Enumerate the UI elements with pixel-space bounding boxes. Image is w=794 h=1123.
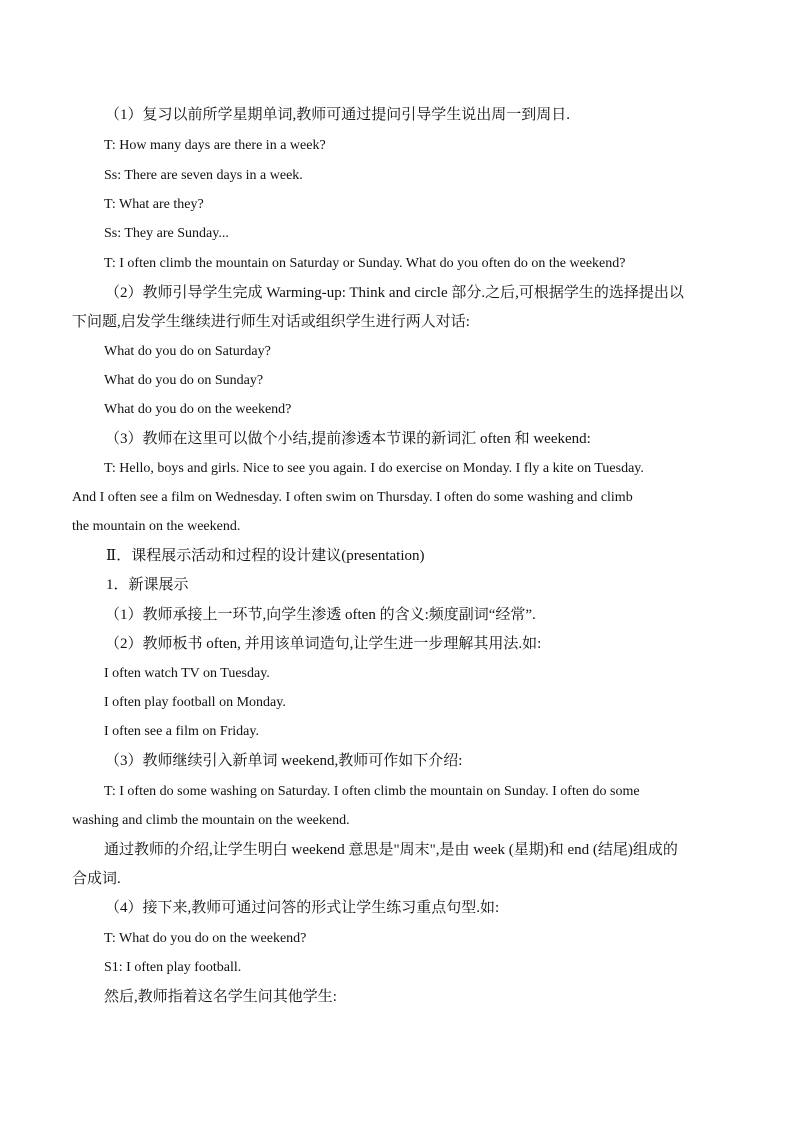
dialogue-line: the mountain on the weekend. — [72, 519, 241, 534]
example-sentence: I often play football on Monday. — [104, 695, 286, 710]
dialogue-line: washing and climb the mountain on the weekend. — [72, 813, 350, 828]
paragraph-weekend-intro: （3）教师继续引入新单词 weekend,教师可作如下介绍: — [105, 753, 463, 769]
dialogue-line: T: What are they? — [104, 197, 204, 212]
paragraph-warming-up: （2）教师引导学生完成 Warming-up: Think and circle 部分.之后,可根据学生的选择提出以 — [105, 285, 684, 301]
dialogue-line: T: What do you do on the weekend? — [104, 931, 307, 946]
paragraph-review-weekdays: （1）复习以前所学星期单词,教师可通过提问引导学生说出周一到周日. — [105, 107, 571, 123]
dialogue-line: And I often see a film on Wednesday. I often swim on Thursday. I often do some washing and climb — [72, 490, 633, 505]
dialogue-line: Ss: There are seven days in a week. — [104, 168, 303, 183]
paragraph-weekend-meaning: 通过教师的介绍,让学生明白 weekend 意思是"周末",是由 week (星期)和 end (结尾)组成的 — [104, 842, 678, 858]
dialogue-line: T: Hello, boys and girls. Nice to see you again. I do exercise on Monday. I fly a kite on Tuesday. — [104, 461, 644, 476]
dialogue-line: S1: I often play football. — [104, 960, 242, 975]
example-sentence: I often see a film on Friday. — [104, 724, 259, 739]
example-sentence: I often watch TV on Tuesday. — [104, 666, 270, 681]
dialogue-line: T: How many days are there in a week? — [104, 138, 326, 153]
paragraph-qa-practice: （4）接下来,教师可通过问答的形式让学生练习重点句型.如: — [105, 900, 500, 916]
paragraph-warming-up-cont: 下问题,启发学生继续进行师生对话或组织学生进行两人对话: — [72, 314, 470, 330]
paragraph-weekend-meaning-cont: 合成词. — [72, 871, 121, 887]
question-line: What do you do on Sunday? — [104, 373, 264, 388]
section-heading-presentation: Ⅱ．课程展示活动和过程的设计建议(presentation) — [106, 548, 425, 564]
paragraph-often-meaning: （1）教师承接上一环节,向学生渗透 often 的含义:频度副词“经常”. — [105, 607, 536, 623]
question-line: What do you do on Saturday? — [104, 344, 271, 359]
dialogue-line: T: I often do some washing on Saturday. I often climb the mountain on Sunday. I often do some — [104, 784, 640, 799]
dialogue-line: Ss: They are Sunday... — [104, 226, 229, 241]
question-line: What do you do on the weekend? — [104, 402, 292, 417]
paragraph-then: 然后,教师指着这名学生问其他学生: — [104, 989, 337, 1005]
subsection-heading: 1．新课展示 — [106, 577, 189, 593]
paragraph-board-often: （2）教师板书 often, 并用该单词造句,让学生进一步理解其用法.如: — [105, 636, 542, 652]
paragraph-summary: （3）教师在这里可以做个小结,提前渗透本节课的新词汇 often 和 weekend: — [105, 431, 591, 447]
dialogue-line: T: I often climb the mountain on Saturday or Sunday. What do you often do on the weekend? — [104, 256, 626, 271]
